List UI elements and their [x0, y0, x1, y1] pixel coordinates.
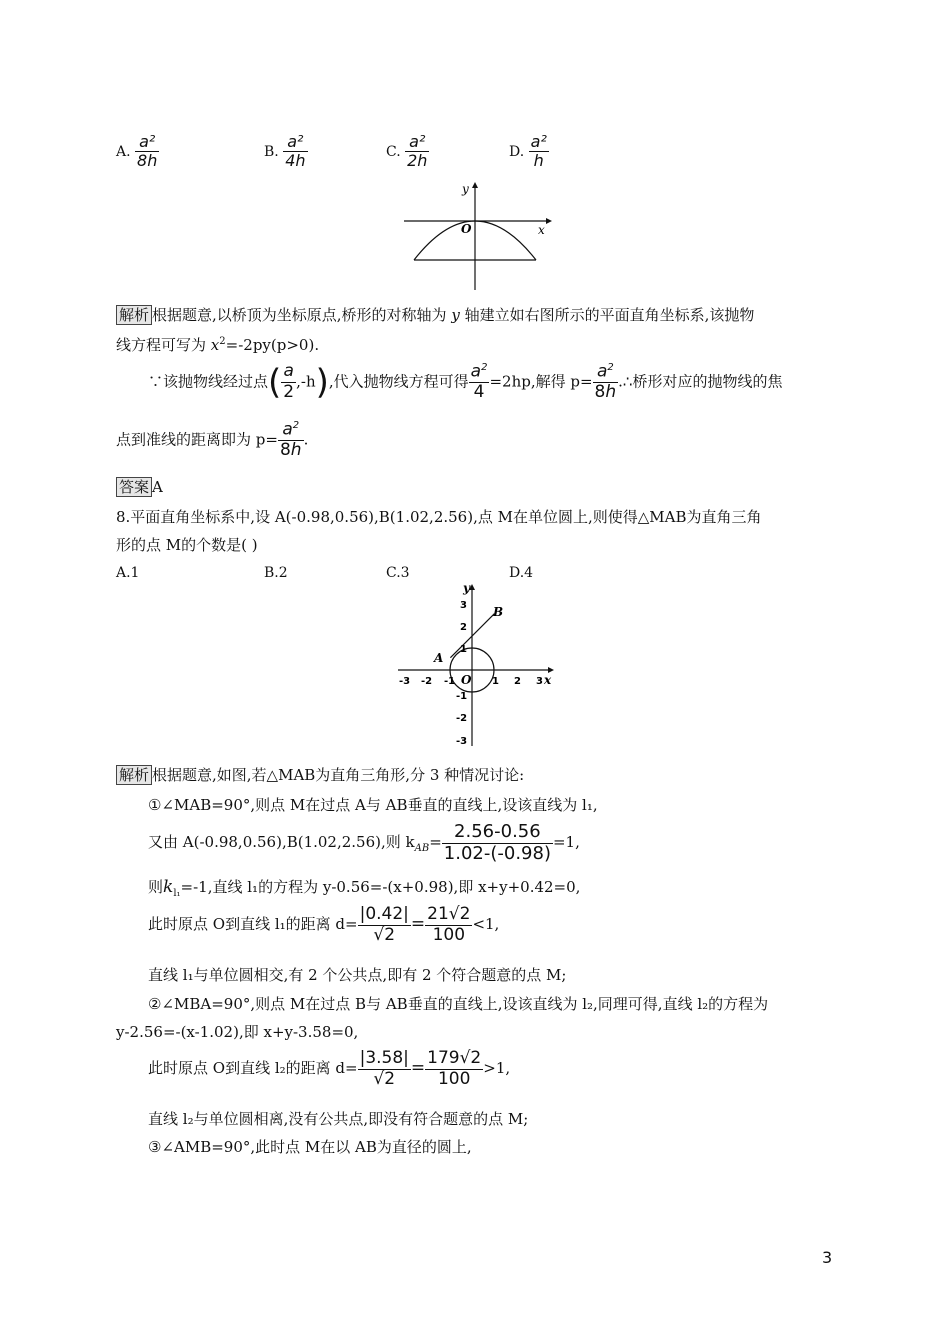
q8-stem-line2: 形的点 M的个数是( ): [116, 536, 258, 554]
x-arrow: [546, 218, 552, 224]
q8-stem-line1: 8.平面直角坐标系中,设 A(-0.98,0.56),B(1.02,2.56),点 M在单位圆上,则使得△MAB为直角三角: [116, 508, 762, 526]
frac-num: a²: [135, 133, 159, 152]
frac-den: 100: [432, 924, 466, 945]
frac-num: |3.58|: [359, 1048, 409, 1068]
q7-analysis-line4: 点到准线的距离即为 p= $\frac{a^2}{8h}$ .: [116, 419, 309, 461]
frac-num: 179√2: [427, 1048, 482, 1068]
frac-den: h: [533, 151, 544, 171]
x-tick: -3: [399, 676, 411, 687]
q7-answer: [116, 477, 163, 497]
text: 根据题意,如图,若△MAB为直角三角形,分 3 种情况讨论:: [152, 766, 525, 784]
frac-num: 21√2: [427, 904, 471, 924]
q7-analysis-line3: ∵该抛物线经过点( $\frac{a}{2}$ ,-h),代入抛物线方程可得 $\frac{a^2}{4}$ =2hp,解得 p= $\frac{a^2}{8h}$ .∴桥形对应的抛物线的焦: [148, 361, 783, 403]
q8-unit-circle-figure: [394, 578, 564, 750]
text: =-1,直线 l₁的方程为 y-0.56=-(x+0.98),即 x+y+0.42=0,: [180, 878, 581, 896]
frac-den: 8h: [137, 151, 158, 171]
analysis-tag: 解析: [116, 305, 152, 325]
text: 此时原点 O到直线 l₁的距离 d=: [148, 915, 358, 934]
point-b-label: B: [493, 605, 504, 619]
option-letter: D.: [509, 143, 525, 160]
frac-num: |0.42|: [359, 904, 409, 924]
y-arrow: [472, 182, 478, 188]
q8-analysis-line7: ②∠MBA=90°,则点 M在过点 B与 AB垂直的直线上,设该直线为 l₂,同理可得,直线 l₂的方程为: [148, 995, 769, 1013]
origin-label: O: [461, 222, 472, 236]
text: 此时原点 O到直线 l₂的距离 d=: [148, 1059, 358, 1078]
y-tick: -2: [456, 713, 468, 724]
q8-analysis-line11: ③∠AMB=90°,此时点 M在以 AB为直径的圆上,: [148, 1138, 472, 1156]
answer-value: A: [152, 478, 163, 496]
q8-analysis-line1: [116, 764, 524, 785]
text: ,代入抛物线方程可得: [328, 372, 469, 391]
q8-option-d: D.4: [509, 565, 534, 581]
x-tick: -1: [444, 676, 456, 687]
q7-parabola-figure: [400, 180, 560, 292]
frac-num: a²: [405, 133, 429, 152]
y-label: y: [462, 182, 469, 196]
y-tick: -1: [456, 691, 468, 702]
x-tick: 3: [536, 676, 543, 687]
frac-den: 4h: [285, 151, 306, 171]
q8-analysis-line5: 此时原点 O到直线 l₁的距离 d= $\frac{|0.42|}{√2}$ = $\frac{21√2}{100}$ <1,: [148, 904, 500, 945]
text: 轴建立如右图所示的平面直角坐标系,该抛物: [464, 306, 755, 324]
q8-option-c: C.3: [386, 565, 410, 581]
frac-num: a²: [283, 133, 307, 152]
q7-option-a: [116, 133, 159, 171]
q7-analysis-line1: 解析 根据题意,以桥顶为坐标原点,桥形的对称轴为 y 轴建立如右图所示的平面直角坐标系,该抛物: [116, 304, 754, 325]
q7-option-b: [264, 133, 308, 171]
y-label: y: [463, 581, 470, 595]
origin-label: O: [461, 673, 472, 687]
q8-analysis-line9: 此时原点 O到直线 l₂的距离 d= $\frac{|3.58|}{√2}$ = $\frac{179√2}{100}$ >1,: [148, 1048, 511, 1089]
option-letter: B.: [264, 143, 279, 160]
q8-analysis-line10: 直线 l₂与单位圆相离,没有公共点,即没有符合题意的点 M;: [148, 1110, 529, 1128]
equation: =-2py(p>0).: [225, 336, 320, 354]
q7-analysis-line2: 线方程可写为 $x^2=-2py(p>0)$.: [116, 336, 320, 354]
frac-num: 2.56-0.56: [442, 822, 553, 844]
y-tick: -3: [456, 736, 468, 747]
option-letter: C.: [386, 143, 401, 160]
text: <1,: [472, 915, 500, 934]
frac-den: 2h: [407, 151, 428, 171]
q8-analysis-line2: ①∠MAB=90°,则点 M在过点 A与 AB垂直的直线上,设该直线为 l₁,: [148, 796, 598, 814]
frac-den: √2: [373, 1068, 396, 1089]
frac-den: √2: [373, 924, 396, 945]
x-tick: 1: [492, 676, 499, 687]
q7-option-d: [509, 133, 549, 171]
text: =1,: [552, 833, 580, 852]
y-tick: 2: [460, 622, 467, 633]
q8-analysis-line6: 直线 l₁与单位圆相交,有 2 个公共点,即有 2 个符合题意的点 M;: [148, 966, 567, 984]
x-label: x: [544, 673, 552, 687]
y-tick: 1: [460, 644, 467, 655]
answer-tag: 答案: [116, 477, 152, 497]
q8-analysis-line8: y-2.56=-(x-1.02),即 x+y-3.58=0,: [116, 1023, 359, 1041]
text: ∵该抛物线经过点: [148, 372, 269, 391]
text: 线方程可写为: [116, 336, 207, 354]
option-letter: A.: [116, 143, 131, 160]
analysis-tag: 解析: [116, 765, 152, 785]
frac-num: a²: [530, 132, 547, 151]
frac-den: 1.02-(-0.98): [443, 842, 551, 864]
point-coordinate: ,-h: [296, 372, 316, 391]
q8-analysis-line3: 又由 A(-0.98,0.56),B(1.02,2.56),则 $k_{AB}=$ $\frac{2.56-0.56}{1.02-(-0.98)}$ =1,: [148, 821, 580, 864]
point-a-label: A: [434, 651, 444, 665]
text: .∴桥形对应的抛物线的焦: [618, 372, 783, 391]
y-tick: 3: [460, 600, 467, 611]
q8-option-a: A.1: [116, 565, 140, 581]
page-number: 3: [822, 1248, 833, 1267]
text: 又由 A(-0.98,0.56),B(1.02,2.56),则 k: [148, 833, 415, 852]
q8-analysis-line4: 则$k_{l_1}=-1$,直线 l₁的方程为 y-0.56=-(x+0.98),即 x+y+0.42=0,: [148, 877, 581, 899]
frac-den: 100: [437, 1068, 471, 1089]
x-tick: -2: [421, 676, 433, 687]
text: =2hp,解得 p=: [489, 372, 593, 391]
text: 点到准线的距离即为 p=: [116, 430, 278, 449]
q7-option-c: [386, 133, 429, 171]
x-tick: 2: [514, 676, 521, 687]
x-label: x: [538, 223, 545, 237]
text: >1,: [483, 1059, 511, 1078]
text: 根据题意,以桥顶为坐标原点,桥形的对称轴为: [152, 306, 447, 324]
q8-option-b: B.2: [264, 565, 288, 581]
